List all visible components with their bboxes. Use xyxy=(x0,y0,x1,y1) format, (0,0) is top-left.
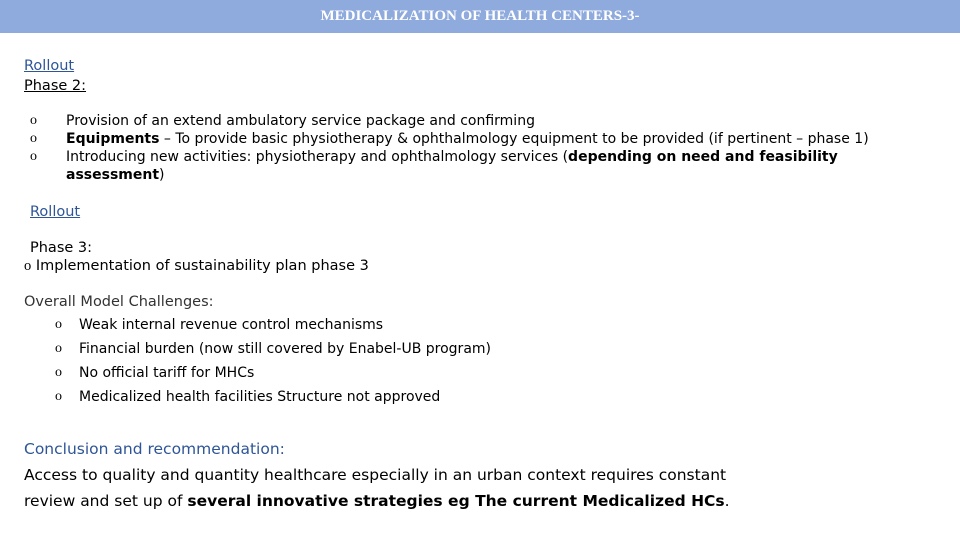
rollout-link[interactable]: Rollout xyxy=(24,58,75,74)
list-item: o Introducing new activities: physiotherapy and ophthalmology services (depending on need and feasibility assessment) xyxy=(30,149,838,183)
bullet-marker: o xyxy=(55,317,62,332)
conclusion-heading: Conclusion and recommendation: xyxy=(24,440,285,458)
list-item: o Weak internal revenue control mechanisms xyxy=(55,313,491,337)
bullet-marker: o xyxy=(55,389,62,404)
bullet-marker: o xyxy=(30,113,37,128)
list-item: o Medicalized health facilities Structure not approved xyxy=(55,385,491,409)
list-item: o No official tariff for MHCs xyxy=(55,361,491,385)
bullet-marker: o xyxy=(55,365,62,380)
phase2-heading xyxy=(24,56,86,96)
phase3-item: o Implementation of sustainability plan phase 3 xyxy=(24,258,369,274)
challenges-list xyxy=(55,313,491,409)
conclusion-block xyxy=(24,436,730,514)
phase3-label: Phase 3: xyxy=(30,240,93,256)
phase2-list xyxy=(30,112,869,184)
conclusion-line-1: Access to quality and quantity healthcare especially in an urban context requires constant xyxy=(24,466,727,484)
conclusion-line-2: review and set up of several innovative strategies eg The current Medicalized HCs. xyxy=(24,492,730,510)
list-item: o Provision of an extend ambulatory service package and confirming xyxy=(30,113,535,129)
bullet-marker: o xyxy=(55,341,62,356)
bullet-marker: o xyxy=(24,258,32,274)
challenges-heading: Overall Model Challenges: xyxy=(24,294,214,310)
bullet-marker: o xyxy=(30,149,37,164)
page-title: MEDICALIZATION OF HEALTH CENTERS-3- xyxy=(0,0,960,33)
phase2-label: Phase 2: xyxy=(24,78,87,94)
list-item: o Financial burden (now still covered by Enabel-UB program) xyxy=(55,337,491,361)
list-item: o Equipments – To provide basic physiotherapy & ophthalmology equipment to be provided (if pertinent – phase 1) xyxy=(30,131,869,147)
rollout-link[interactable]: Rollout xyxy=(30,204,81,220)
bullet-marker: o xyxy=(30,131,37,146)
